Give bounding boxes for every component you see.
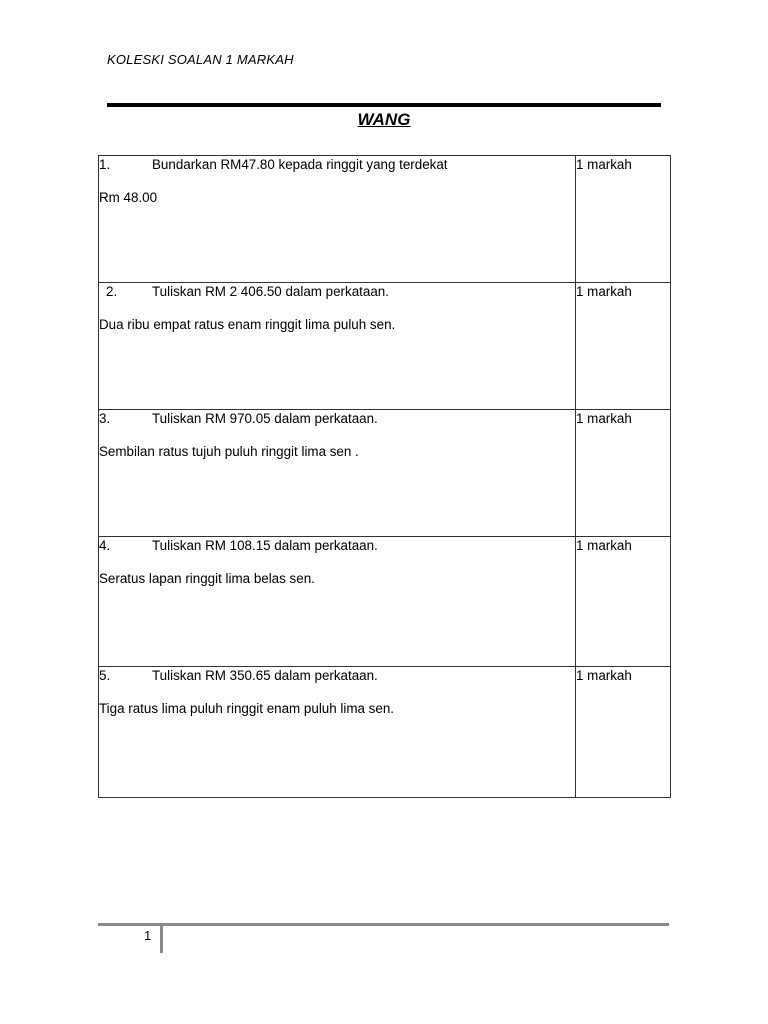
question-cell xyxy=(99,667,576,798)
marks-cell: 1 markah xyxy=(576,283,671,410)
table-row xyxy=(99,410,671,537)
question-number: 4. xyxy=(99,538,111,553)
question-number: 1. xyxy=(99,157,111,172)
answer-text: Dua ribu empat ratus enam ringgit lima puluh sen. xyxy=(99,317,396,332)
table-row xyxy=(99,537,671,667)
marks-cell: 1 markah xyxy=(576,667,671,798)
question-cell xyxy=(99,283,576,410)
question-cell xyxy=(99,537,576,667)
marks-cell: 1 markah xyxy=(576,537,671,667)
footer-separator xyxy=(160,923,163,953)
page-title: WANG xyxy=(357,110,411,129)
question-text: Tuliskan RM 108.15 dalam perkataan. xyxy=(152,538,378,553)
answer-text: Seratus lapan ringgit lima belas sen. xyxy=(99,571,315,586)
page-number: 1 xyxy=(144,928,152,943)
marks-cell: 1 markah xyxy=(576,410,671,537)
table-row xyxy=(99,156,671,283)
question-text: Bundarkan RM47.80 kepada ringgit yang terdekat xyxy=(152,157,448,172)
table-row xyxy=(99,283,671,410)
answer-text: Tiga ratus lima puluh ringgit enam puluh lima sen. xyxy=(99,701,394,716)
marks-cell: 1 markah xyxy=(576,156,671,283)
question-text: Tuliskan RM 970.05 dalam perkataan. xyxy=(152,411,378,426)
document-header: KOLESKI SOALAN 1 MARKAH xyxy=(107,52,294,67)
footer-divider xyxy=(98,923,669,926)
question-number: 3. xyxy=(99,411,111,426)
question-cell xyxy=(99,156,576,283)
question-cell xyxy=(99,410,576,537)
question-text: Tuliskan RM 2 406.50 dalam perkataan. xyxy=(152,284,389,299)
questions-table xyxy=(98,155,671,798)
answer-text: Sembilan ratus tujuh puluh ringgit lima sen . xyxy=(99,444,359,459)
answer-text: Rm 48.00 xyxy=(99,190,158,205)
question-number: 5. xyxy=(99,668,111,683)
question-number: 2. xyxy=(106,284,118,299)
header-divider xyxy=(107,103,661,107)
table-row xyxy=(99,667,671,798)
question-text: Tuliskan RM 350.65 dalam perkataan. xyxy=(152,668,378,683)
